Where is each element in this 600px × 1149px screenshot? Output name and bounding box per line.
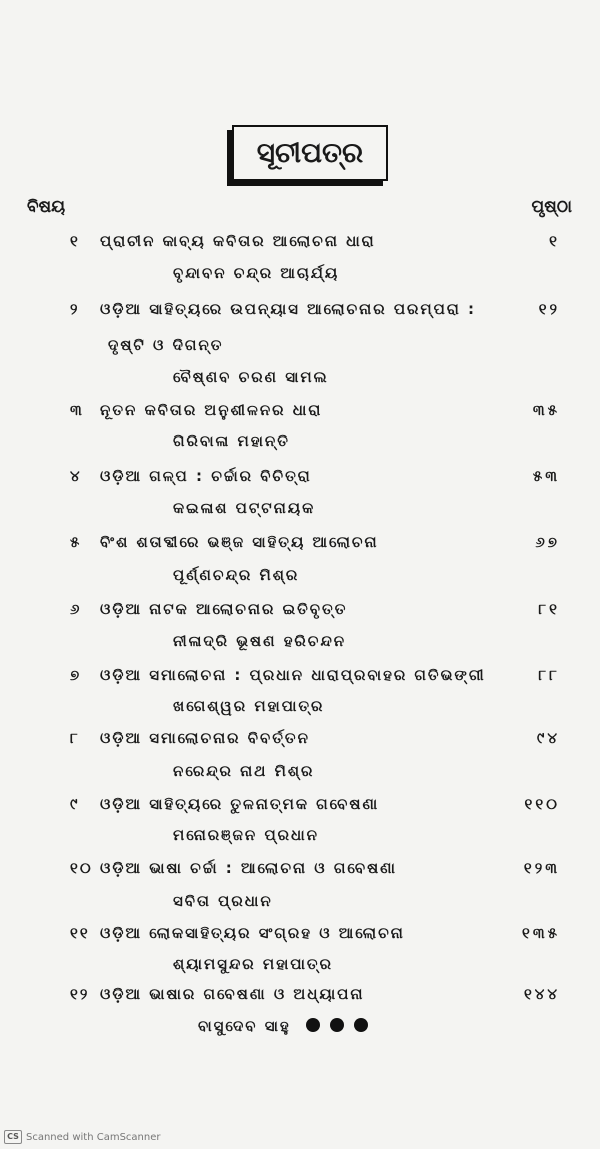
entry-author: ଶ୍ୟାମସୁନ୍ଦର ମହାପାତ୍ର [173,955,333,973]
entry-author: ନରେନ୍ଦ୍ର ନାଥ ମିଶ୍ର [173,762,315,780]
ornament-dot [306,1018,320,1032]
toc-entry [0,924,600,952]
entry-title: ଓଡ଼ିଆ ସାହିତ୍ୟରେ ତୁଳନାତ୍ମକ ଗବେଷଣା [100,795,380,813]
ornament-dot [354,1018,368,1032]
toc-entry [0,600,600,628]
ending-ornament [306,1018,368,1032]
toc-entry [0,232,600,260]
entry-number: ୧୧ [70,924,90,942]
entry-number: ୯ [70,795,80,813]
entry-page: ୧୩୫ [522,924,560,942]
entry-number: ୩ [70,401,84,419]
toc-entry [0,729,600,757]
toc-entry [0,985,600,1013]
entry-title: ଓଡ଼ିଆ ସମାଲୋଚନାର ବିବର୍ତ୍ତନ [100,729,310,747]
entry-number: ୧୨ [70,985,90,1003]
entry-title: ଓଡ଼ିଆ ଗଳ୍ପ : ଚର୍ଚ୍ଚାର ବିଚିତ୍ରା [100,467,312,485]
entry-author: ବୈଷ୍ଣବ ଚରଣ ସାମଲ [173,368,329,386]
entry-title: ପ୍ରାଚୀନ କାବ୍ୟ କବିତାର ଆଲୋଚନା ଧାରା [100,232,376,250]
entry-page: ୧୨୩ [523,859,560,877]
page-title: ସୂଚୀପତ୍ର [256,136,364,169]
toc-entry [0,467,600,495]
toc-entry [0,795,600,823]
entry-author: ମନୋରଞ୍ଜନ ପ୍ରଧାନ [173,826,319,844]
entry-page: ୮୧ [538,600,560,618]
entry-author: ପୂର୍ଣ୍ଣଚନ୍ଦ୍ର ମିଶ୍ର [173,566,300,584]
entry-title: ଓଡ଼ିଆ ଭାଷା ଚର୍ଚ୍ଚା : ଆଲୋଚନା ଓ ଗବେଷଣା [100,859,397,877]
entry-title: ବିଂଶ ଶତାବ୍ଦୀରେ ଭଞ୍ଜ ସାହିତ୍ୟ ଆଲୋଚନା [100,533,379,551]
entry-author: କଇଳାଶ ପଟ୍ଟନାୟକ [173,499,316,517]
entry-title: ଓଡ଼ିଆ ଭାଷାର ଗବେଷଣା ଓ ଅଧ୍ୟାପନା [100,985,365,1003]
entry-title: ଓଡ଼ିଆ ଲୋକସାହିତ୍ୟର ସଂଗ୍ରହ ଓ ଆଲୋଚନା [100,924,405,942]
entry-page: ୯୪ [536,729,560,747]
toc-entry [0,401,600,429]
entry-number: ୧୦ [70,859,93,877]
entry-page: ୫୩ [532,467,560,485]
entry-title: ଓଡ଼ିଆ ନାଟକ ଆଲୋଚନାର ଇତିବୃତ୍ତ [100,600,348,618]
entry-title: ଓଡ଼ିଆ ସାହିତ୍ୟରେ ଉପନ୍ୟାସ ଆଲୋଚନାର ପରମ୍ପରା : [100,300,477,318]
entry-title: ଓଡ଼ିଆ ସମାଲୋଚନା : ପ୍ରଧାନ ଧାରାପ୍ରବାହର ଗତିଭଙ୍ଗୀ [100,666,486,684]
entry-title: ନୂତନ କବିତାର ଅନୁଶୀଳନର ଧାରା [100,401,323,419]
entry-number: ୫ [70,533,82,551]
toc-entry [0,300,600,328]
camscanner-logo-icon: CS [4,1130,22,1144]
entry-number: ୨ [70,300,80,318]
watermark-text: Scanned with CamScanner [26,1131,161,1143]
entry-number: ୭ [70,666,82,684]
subject-header: ବିଷୟ [27,197,66,217]
toc-entry [0,533,600,561]
entry-number: ୬ [70,600,82,618]
entry-page: ୩୫ [532,401,560,419]
entry-page: ୧୨ [538,300,560,318]
scanner-watermark [4,1130,161,1144]
entry-author: ଖଗେଶ୍ୱର ମହାପାତ୍ର [173,697,325,715]
entry-number: ୪ [70,467,82,485]
entry-page: ୧୪୪ [523,985,560,1003]
entry-number: ୧ [70,232,80,250]
entry-author: ବୃନ୍ଦାବନ ଚନ୍ଦ୍ର ଆଚାର୍ଯ୍ୟ [173,264,340,282]
ornament-dot [330,1018,344,1032]
entry-author: ସବିତା ପ୍ରଧାନ [173,892,273,910]
entry-page: ୬୭ [535,533,560,551]
entry-title-continued: ଦୃଷ୍ଟି ଓ ଦିଗନ୍ତ [108,336,224,354]
toc-entry [0,859,600,887]
entry-page: ୮୮ [538,666,560,684]
entry-page: ୧୧୦ [524,795,560,813]
page-header: ପୃଷ୍ଠା [531,197,572,217]
entry-number: ୮ [70,729,80,747]
entry-author: ଗିରିବାଳା ମହାନ୍ତି [173,432,290,450]
title-box [232,125,388,181]
toc-entry [0,666,600,694]
entry-page: ୧ [549,232,560,250]
entry-author: ନୀଳାଦ୍ରି ଭୂଷଣ ହରିଚନ୍ଦନ [173,632,347,650]
entry-author: ବାସୁଦେବ ସାହୁ [198,1017,291,1035]
